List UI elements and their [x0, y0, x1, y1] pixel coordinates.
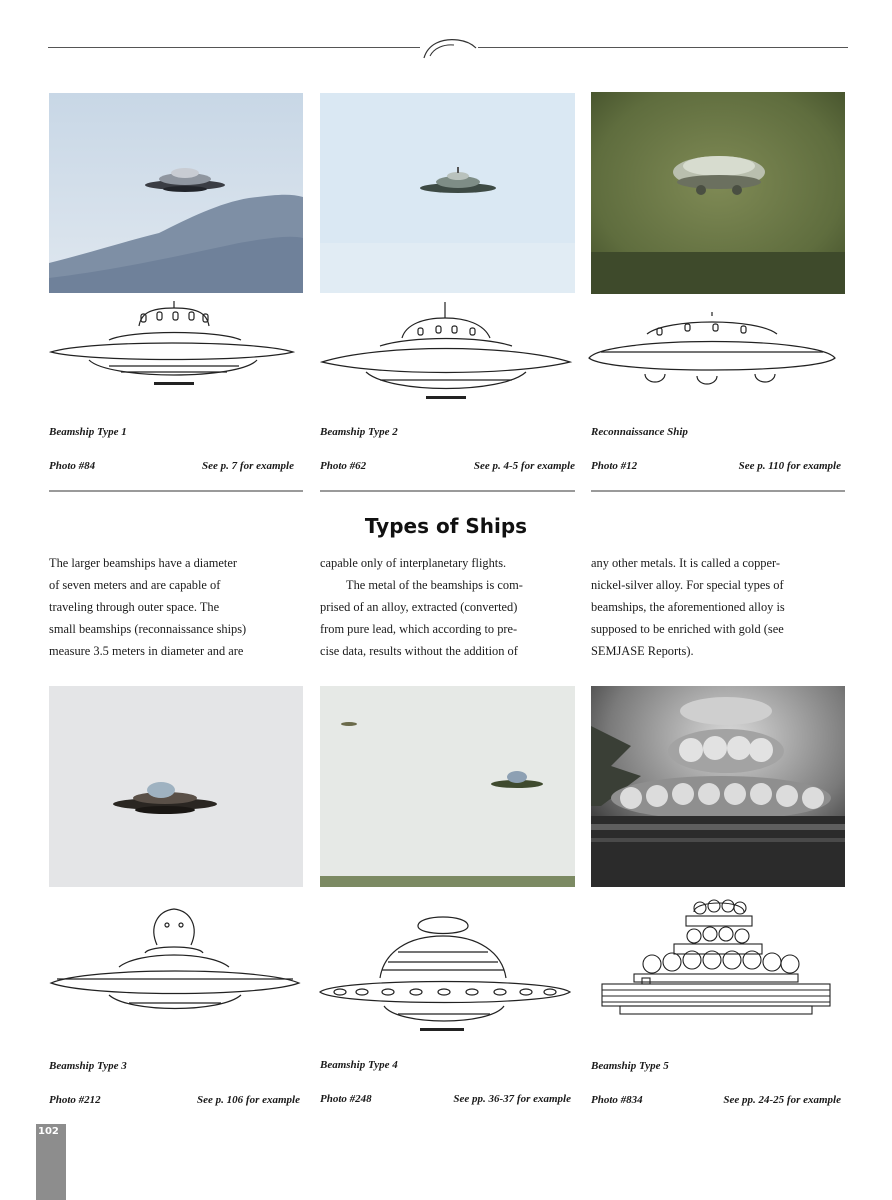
- column-rule-top-2: [320, 490, 575, 492]
- photo-number-12: Photo #12: [591, 460, 638, 472]
- photo-number-212: Photo #212: [49, 1094, 101, 1106]
- section-title: Types of Ships: [364, 514, 528, 538]
- body-line: supposed to be enriched with gold (see: [591, 621, 784, 636]
- photo-beamship-type-4: [320, 686, 575, 887]
- body-line: beamships, the aforementioned alloy is: [591, 599, 785, 614]
- body-column-1: [49, 553, 303, 663]
- drawing-beamship-type-1: [49, 296, 295, 390]
- photo-beamship-type-3: [49, 686, 303, 887]
- body-line: cise data, results without the addition of: [320, 643, 518, 658]
- drawing-beamship-type-4: [318, 912, 574, 1034]
- body-line: SEMJASE Reports).: [591, 643, 694, 658]
- swoosh-icon: [420, 34, 480, 60]
- body-column-3: [591, 553, 845, 663]
- body-line: small beamships (reconnaissance ships): [49, 621, 247, 636]
- page-number: 102: [38, 1126, 59, 1137]
- photo-number-62: Photo #62: [320, 460, 367, 472]
- body-line: The metal of the beamships is com-: [346, 577, 523, 592]
- body-line: from pure lead, which according to pre-: [320, 621, 518, 636]
- header-rule-right: [478, 47, 848, 48]
- body-column-2: [320, 553, 576, 663]
- body-line: any other metals. It is called a copper-: [591, 556, 780, 570]
- body-line: measure 3.5 meters in diameter and are: [49, 643, 244, 658]
- see-page-reference: See p. 110 for example: [738, 460, 841, 472]
- photo-beamship-type-5: [591, 686, 845, 887]
- caption-beamship-type-4: Beamship Type 4: [320, 1059, 398, 1071]
- body-line: nickel-silver alloy. For special types of: [591, 577, 784, 592]
- caption-beamship-type-5: Beamship Type 5: [591, 1060, 669, 1072]
- body-line: of seven meters and are capable of: [49, 577, 221, 592]
- drawing-beamship-type-5: [594, 898, 838, 1022]
- caption-beamship-type-2: Beamship Type 2: [320, 426, 398, 438]
- column-rule-top-3: [591, 490, 845, 492]
- body-line: prised of an alloy, extracted (converted): [320, 599, 518, 614]
- drawing-reconnaissance-ship: [587, 312, 839, 392]
- see-page-reference: See p. 7 for example: [202, 460, 294, 472]
- header-rule-left: [48, 47, 420, 48]
- photo-beamship-type-1: [49, 93, 303, 293]
- see-page-reference: See p. 4-5 for example: [473, 460, 575, 472]
- see-page-reference: See p. 106 for example: [197, 1094, 300, 1106]
- photo-number-834: Photo #834: [591, 1094, 643, 1106]
- caption-beamship-type-1: Beamship Type 1: [49, 426, 127, 438]
- caption-beamship-type-3: Beamship Type 3: [49, 1060, 127, 1072]
- photo-number-84: Photo #84: [49, 460, 96, 472]
- body-line: traveling through outer space. The: [49, 599, 220, 614]
- photo-beamship-type-2: [320, 93, 575, 293]
- caption-reconnaissance-ship: Reconnaissance Ship: [591, 426, 688, 438]
- column-rule-top-1: [49, 490, 303, 492]
- see-page-reference: See pp. 36-37 for example: [453, 1093, 571, 1105]
- see-page-reference: See pp. 24-25 for example: [723, 1094, 841, 1106]
- photo-reconnaissance-ship: [591, 92, 845, 294]
- photo-number-248: Photo #248: [320, 1093, 372, 1105]
- drawing-beamship-type-3: [49, 905, 301, 1017]
- body-line: capable only of interplanetary flights.: [320, 556, 507, 570]
- drawing-beamship-type-2: [320, 300, 573, 404]
- body-line: The larger beamships have a diameter: [49, 556, 237, 570]
